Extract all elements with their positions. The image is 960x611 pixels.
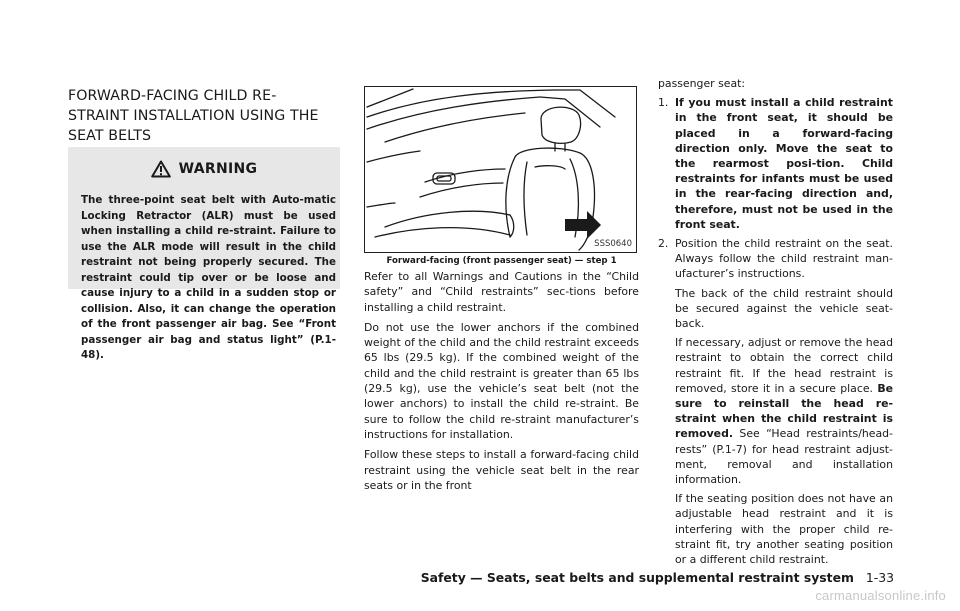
step-text-part: If necessary, adjust or remove the head restraint to obtain the correct child restraint fit. If the head restraint is removed, store it in a secure place. (675, 336, 893, 395)
paragraph: Do not use the lower anchors if the combined weight of the child and the child restraint exceeds 65 lbs (29.5 kg). If the combined weight of the child and the child restraint is greater than 65 lbs (29.5 kg), use the vehicle’s seat belt (not the lower anchors) to install the child re-straint. Be sure to follow the child re-straint manufacturer’s instructions for installation. (364, 320, 639, 441)
step-1 (658, 95, 893, 232)
page-number: 1-33 (865, 570, 894, 585)
figure-code: SSS0640 (594, 239, 632, 249)
continuation-text: passenger seat: (658, 77, 746, 90)
step-bold-text: Be sure to reinstall the head re-straint when the child restraint is removed. (675, 381, 893, 441)
left-column (68, 86, 340, 361)
step-number: 2. (658, 237, 669, 251)
warning-triangle-icon (151, 160, 171, 178)
step-paragraph: The back of the child restraint should be secured against the vehicle seat-back. (675, 286, 893, 331)
right-column (658, 76, 893, 571)
section-title-line: FORWARD-FACING CHILD RE- (68, 88, 277, 104)
section-title-line: STRAINT INSTALLATION USING THE (68, 108, 319, 124)
seat-drawing (365, 87, 636, 252)
direction-arrow-icon (565, 211, 601, 239)
seat-illustration (364, 86, 637, 253)
step-paragraph: If the seating position does not have an adjustable head restraint and it is interfering with the proper child re-straint fit, try another seating position or a different child restraint. (675, 492, 893, 567)
warning-header (68, 159, 340, 179)
step-paragraph (675, 335, 893, 487)
warning-text: The three-point seat belt with Auto-matic Locking Retractor (ALR) must be used when installing a child re-straint. Failure to use the ALR mode will result in the child restraint not being properly secured. The restraint could tip over or be loose and cause injury to a child in a sudden stop or collision. Also, it can change the operation of the front passenger air bag. See “Front passenger air bag and status light” (P.1-48). (81, 194, 336, 361)
step-text-part: See “Head restraints/head-rests” (P.1-7) for head restraint adjust-ment, removal and installation information. (675, 427, 893, 487)
step-text: If you must install a child restraint in the front seat, it should be placed in a forward-facing direction only. Move the seat to the rearmost posi-tion. Child restraints for infants must be used in the rear-facing direction and, therefore, must not be used in the front seat. (675, 96, 893, 231)
paragraph: Follow these steps to install a forward-facing child restraint using the vehicle seat belt in the rear seats or in the front (364, 448, 639, 492)
step-number: 1. (658, 96, 669, 110)
footer-title: Safety — Seats, seat belts and supplemental restraint system (420, 570, 854, 585)
figure-caption: Forward-facing (front passenger seat) — step 1 (386, 256, 617, 266)
paragraph: Refer to all Warnings and Cautions in the “Child safety” and “Child restraints” sec-tions before installing a child restraint. (364, 270, 639, 314)
middle-column-text (364, 269, 639, 498)
watermark[interactable]: carmanualsonline.info (815, 588, 946, 603)
section-title (68, 86, 340, 146)
step-text: Position the child restraint on the seat. Always follow the child restraint man-ufacturer’s instructions. (675, 237, 893, 281)
warning-label: WARNING (178, 161, 258, 177)
section-title-line: SEAT BELTS (68, 128, 152, 144)
page-footer (421, 570, 894, 586)
step-2 (658, 236, 893, 567)
warning-box (68, 147, 340, 361)
